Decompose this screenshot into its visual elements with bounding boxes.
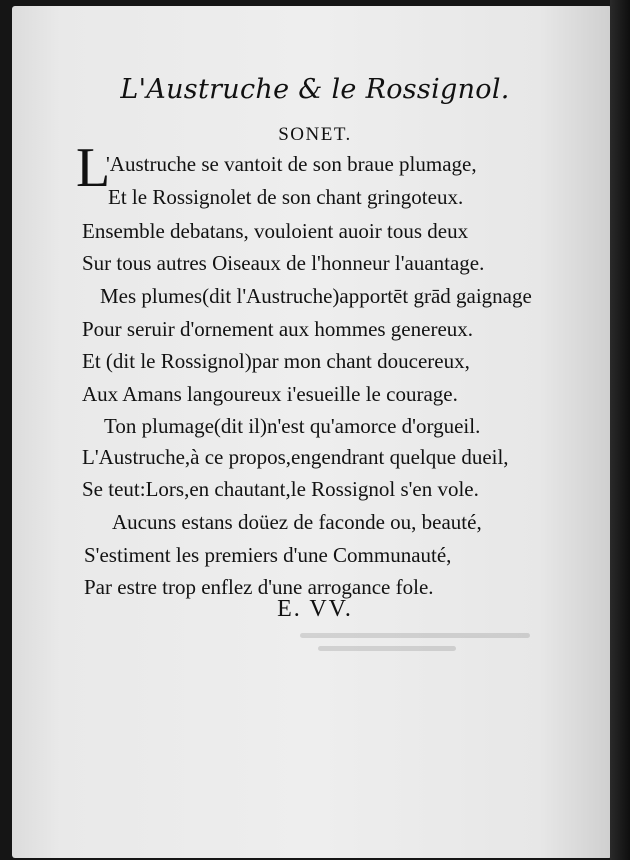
verse-line-10: L'Austruche,à ce propos,engendrant quelque dueil, (82, 445, 509, 469)
signature-mark: E. VV. (277, 596, 353, 622)
show-through-text (300, 625, 530, 673)
verse-line-1: 'Austruche se vantoit de son braue plumage, (106, 152, 477, 176)
poem-heading: SONET. (278, 124, 352, 145)
verse-line-14: Par estre trop enflez d'une arrogance fole. (84, 575, 434, 599)
verse-line-4: Sur tous autres Oiseaux de l'honneur l'auantage. (82, 251, 485, 275)
verse-line-12: Aucuns estans doüez de faconde ou, beauté, (112, 510, 482, 534)
verse-line-2: Et le Rossignolet de son chant gringoteux. (108, 185, 464, 209)
verse-line-5: Mes plumes(dit l'Austruche)apportēt grād gaignage (100, 284, 532, 308)
verse-line-6: Pour seruir d'ornement aux hommes genereux. (82, 317, 474, 341)
verse-line-3: Ensemble debatans, vouloient auoir tous deux (82, 219, 469, 243)
verse-line-9: Ton plumage(dit il)n'est qu'amorce d'orgueil. (104, 414, 481, 438)
page-title: L'Austruche & le Rossignol. (120, 74, 510, 105)
verse-line-8: Aux Amans langoureux i'esueille le courage. (82, 382, 458, 406)
verse-line-11: Se teut:Lors,en chautant,le Rossignol s'en vole. (82, 477, 479, 501)
verse-line-13: S'estiment les premiers d'une Communauté, (84, 543, 452, 567)
drop-cap: L (76, 137, 111, 199)
verse-line-7: Et (dit le Rossignol)par mon chant doucereux, (82, 349, 470, 373)
